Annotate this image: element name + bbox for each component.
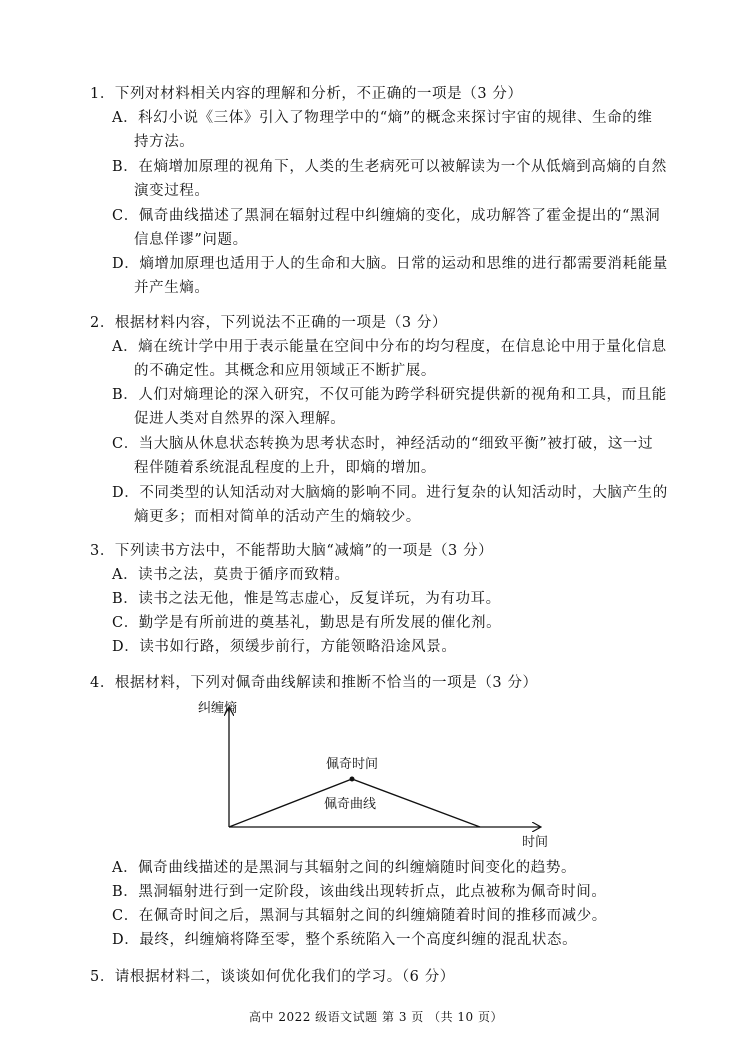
question-1-option-d: D．熵增加原理也适用于人的生命和大脑。日常的运动和思维的进行都需要消耗能量	[112, 256, 668, 272]
question-1-option-c-cont: 信息佯谬”问题。	[134, 232, 248, 248]
question-3-option-b: B．读书之法无他，惟是笃志虚心，反复详玩，为有功耳。	[112, 591, 501, 607]
question-2-option-b: B．人们对熵理论的深入研究，不仅可能为跨学科研究提供新的视角和工具，而且能	[112, 387, 667, 403]
question-3-option-c: C．勤学是有所前进的奠基礼，勤思是有所发展的催化剂。	[112, 615, 502, 631]
question-1-stem: 1．下列对材料相关内容的理解和分析，不正确的一项是（3 分）	[90, 86, 523, 102]
question-4-option-c: C．在佩奇时间之后，黑洞与其辐射之间的纠缠熵随着时间的推移而减少。	[112, 908, 607, 924]
page-time-point	[350, 777, 355, 782]
question-1-option-d-cont: 并产生熵。	[134, 280, 210, 296]
question-1-option-b-cont: 演变过程。	[134, 183, 210, 199]
question-5-stem: 5．请根据材料二，谈谈如何优化我们的学习。（6 分）	[90, 969, 455, 985]
question-3-stem: 3．下列读书方法中，不能帮助大脑“减熵”的一项是（3 分）	[90, 543, 494, 559]
question-4-stem: 4．根据材料，下列对佩奇曲线解读和推断不恰当的一项是（3 分）	[90, 675, 538, 691]
question-3-option-a: A．读书之法，莫贵于循序而致精。	[112, 567, 350, 583]
page-curve-figure	[188, 696, 558, 856]
question-2-option-d: D．不同类型的认知活动对大脑熵的影响不同。进行复杂的认知活动时，大脑产生的	[112, 485, 668, 501]
question-4-option-a: A．佩奇曲线描述的是黑洞与其辐射之间的纠缠熵随时间变化的趋势。	[112, 860, 577, 876]
page-curve-svg	[188, 696, 558, 856]
question-1-option-c: C．佩奇曲线描述了黑洞在辐射过程中纠缠熵的变化，成功解答了霍金提出的“黑洞	[112, 208, 661, 224]
question-2-option-a: A．熵在统计学中用于表示能量在空间中分布的均匀程度，在信息论中用于量化信息	[112, 339, 667, 355]
question-2-option-b-cont: 促进人类对自然界的深入理解。	[134, 411, 346, 427]
question-2-option-a-cont: 的不确定性。其概念和应用领域正不断扩展。	[134, 363, 436, 379]
question-4-option-b: B．黑洞辐射进行到一定阶段，该曲线出现转折点，此点被称为佩奇时间。	[112, 884, 607, 900]
question-1-option-b: B．在熵增加原理的视角下，人类的生老病死可以被解读为一个从低熵到高熵的自然	[112, 159, 667, 175]
y-axis-label: 纠缠熵	[198, 701, 238, 716]
peak-label: 佩奇时间	[326, 757, 379, 772]
question-1-option-a: A．科幻小说《三体》引入了物理学中的“熵”的概念来探讨宇宙的规律、生命的维	[112, 110, 653, 126]
question-2-option-d-cont: 熵更多；而相对简单的活动产生的熵较少。	[134, 509, 421, 525]
question-1-option-a-cont: 持方法。	[134, 134, 195, 150]
curve-label: 佩奇曲线	[324, 797, 377, 812]
question-2-stem: 2．根据材料内容，下列说法不正确的一项是（3 分）	[90, 315, 448, 331]
page-footer: 高中 2022 级语文试题 第 3 页 （共 10 页）	[249, 1010, 503, 1024]
question-2-option-c-cont: 程伴随着系统混乱程度的上升，即熵的增加。	[134, 460, 436, 476]
question-2-option-c: C．当大脑从休息状态转换为思考状态时，神经活动的“细致平衡”被打破，这一过	[112, 436, 654, 452]
question-3-option-d: D．读书如行路，须缓步前行，方能领略沿途风景。	[112, 639, 457, 655]
question-4-option-d: D．最终，纠缠熵将降至零，整个系统陷入一个高度纠缠的混乱状态。	[112, 932, 578, 948]
x-axis-label: 时间	[522, 835, 549, 850]
